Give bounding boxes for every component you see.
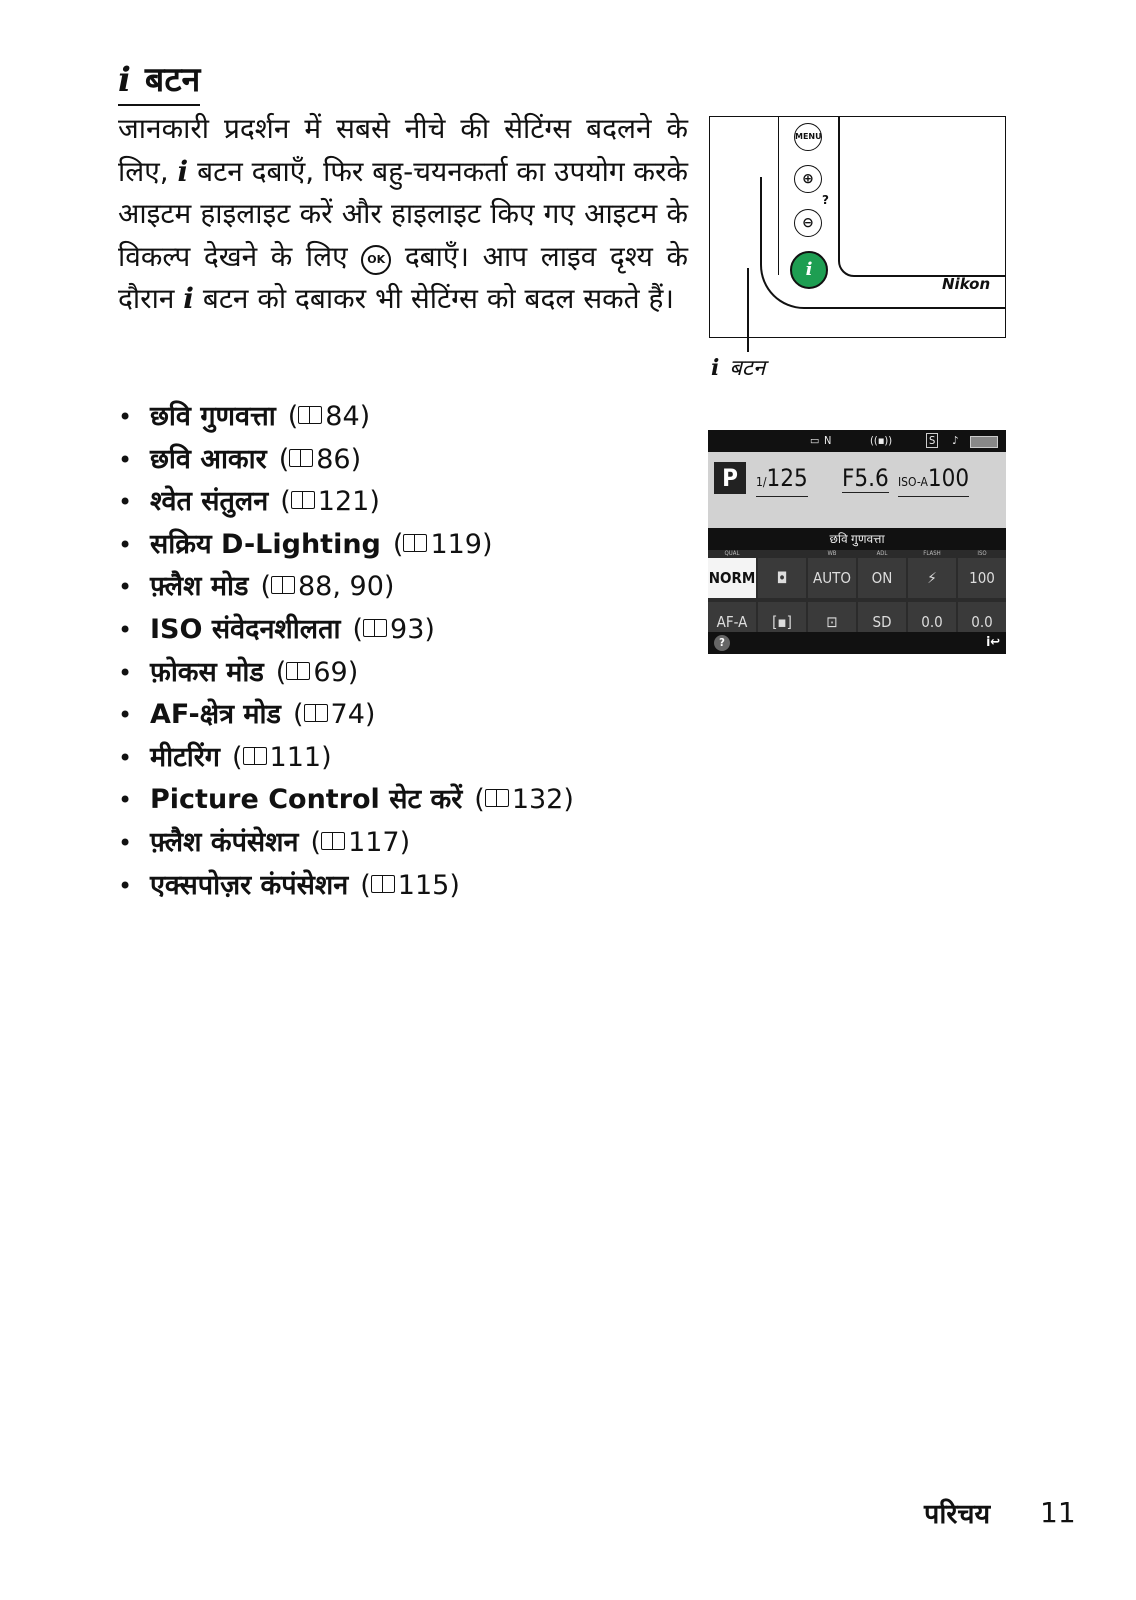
grid-cell: ◘ (758, 558, 806, 598)
list-item: • मीटरिंग ( 111) (118, 741, 332, 773)
grid-label: ADL (876, 550, 888, 557)
book-icon (363, 619, 387, 637)
setting-name: फ़ोकस मोड (150, 656, 264, 688)
zoom-in-icon: ⊕ (794, 165, 822, 193)
i-button-icon: i (790, 251, 828, 289)
camera-brand: Nikon (942, 275, 991, 293)
i-return-icon: i↩ (986, 635, 1000, 650)
grid-label: ISO (977, 550, 987, 557)
intro-text-1: जानकारी प्रदर्शन में सबसे नीचे की सेटिंग्स बदलने के लिए, (118, 112, 688, 188)
page-reference: ( 115) (360, 869, 460, 901)
page-reference: ( 86) (278, 443, 362, 475)
iso-sensitivity: ISO-A100 (898, 464, 969, 497)
setting-name: एक्सपोज़र कंपंसेशन (150, 869, 349, 901)
page-reference: ( 121) (280, 486, 380, 518)
menu-button-icon: MENU (794, 123, 822, 151)
camera-caption (711, 352, 765, 382)
selected-setting-label: छवि गुणवत्ता (708, 528, 1006, 550)
page-reference: ( 88, 90) (260, 571, 395, 603)
i-button-icon: i (118, 60, 131, 100)
caption-text: बटन (729, 356, 766, 381)
grid-cell: [▪] (758, 602, 806, 642)
frame-icon: ▭ (810, 434, 820, 447)
vibration-icon: ((▪)) (870, 434, 893, 447)
grid-cell: 0.0 (958, 602, 1006, 642)
page-number: 11 (1040, 1496, 1076, 1529)
intro-text-4: बटन को दबाकर भी सेटिंग्स को बदल सकते हैं। (202, 282, 674, 316)
list-item: • एक्सपोज़र कंपंसेशन ( 115) (118, 869, 460, 901)
page-reference: ( 93) (352, 613, 435, 645)
image-area-label: N (824, 434, 832, 447)
grid-cell: AUTO (808, 558, 856, 598)
list-item: • फ़ोकस मोड ( 69) (118, 656, 359, 688)
i-button-icon: i (177, 154, 189, 188)
setting-name: Picture Control सेट करें (150, 784, 463, 816)
heading-title: बटन (144, 60, 201, 100)
camera-monitor (838, 116, 1006, 277)
page-reference: ( 132) (474, 784, 574, 816)
page-reference: ( 119) (392, 528, 493, 560)
grid-cell: AF-A (708, 602, 756, 642)
setting-name: फ़्लैश मोड (150, 571, 249, 603)
intro-paragraph (118, 108, 688, 321)
section-heading (118, 56, 200, 106)
setting-name: AF-क्षेत्र मोड (150, 699, 281, 731)
list-item: • सक्रिय D-Lighting ( 119) (118, 528, 493, 560)
lcd-status-bar (708, 430, 1006, 452)
grid-label: QUAL (724, 550, 740, 557)
grid-cell: 0.0 (908, 602, 956, 642)
list-item: • AF-क्षेत्र मोड ( 74) (118, 699, 376, 731)
exposure-mode: P (714, 462, 746, 494)
i-button-icon: i (183, 282, 194, 316)
book-icon (286, 662, 310, 680)
beep-icon: ♪ (952, 434, 959, 447)
callout-line (747, 268, 749, 352)
lcd-exposure-area (708, 452, 1006, 528)
i-button-icon: i (711, 355, 720, 381)
grid-cell: 100 (958, 558, 1006, 598)
grid-cell: ⚡ (908, 558, 956, 598)
setting-name: श्वेत संतुलन (150, 486, 269, 518)
settings-grid (708, 550, 1006, 634)
battery-icon (970, 436, 998, 448)
book-icon (485, 789, 509, 807)
book-icon (289, 449, 313, 467)
grid-label: FLASH (923, 550, 941, 557)
page-reference: ( 69) (275, 656, 359, 688)
page-reference: ( 84) (287, 401, 371, 432)
page-reference: ( 117) (310, 826, 411, 858)
setting-name: फ़्लैश कंपंसेशन (150, 826, 299, 858)
settings-list (118, 396, 574, 907)
book-icon (298, 406, 322, 424)
zoom-out-icon: ⊖ (794, 209, 822, 237)
release-mode-icon: S (926, 433, 938, 448)
grid-cell: SD (858, 602, 906, 642)
help-icon: ? (714, 635, 730, 651)
aperture: F5.6 (842, 464, 889, 492)
book-icon (403, 534, 427, 552)
ok-button-icon: OK (361, 245, 391, 275)
setting-name: मीटरिंग (150, 741, 220, 773)
book-icon (321, 832, 345, 850)
list-item: • छवि आकार ( 86) (118, 443, 362, 475)
list-item: • श्वेत संतुलन ( 121) (118, 486, 380, 518)
setting-name: ISO संवेदनशीलता (150, 613, 341, 645)
grid-cell: ⊡ (808, 602, 856, 642)
camera-illustration (709, 116, 1006, 338)
list-item: • फ़्लैश कंपंसेशन ( 117) (118, 826, 411, 858)
list-item: • ISO संवेदनशीलता ( 93) (118, 613, 435, 645)
book-icon (243, 747, 267, 765)
list-item: • Picture Control सेट करें ( 132) (118, 784, 574, 816)
lcd-bottom-bar (708, 632, 1006, 654)
list-item: • फ़्लैश मोड ( 88, 90) (118, 571, 395, 603)
help-marker: ? (822, 193, 829, 207)
setting-name: सक्रिय D-Lighting (150, 528, 381, 560)
grid-cell: ON (858, 558, 906, 598)
page-reference: ( 111) (231, 741, 332, 773)
section-name: परिचय (924, 1499, 991, 1530)
setting-name: छवि आकार (150, 443, 267, 475)
intro-text-3: दबाएँ। आप लाइव दृश्य के दौरान (118, 239, 689, 316)
book-icon (304, 704, 328, 722)
intro-text-2: बटन दबाएँ, फिर बहु-चयनकर्ता का उपयोग करके आइटम हाइलाइट करें और हाइलाइट किए गए आइटम के विकल्प देखने के लिए (118, 154, 688, 273)
book-icon (371, 875, 395, 893)
list-item: • छवि गुणवत्ता ( 84) (118, 401, 371, 432)
setting-name: छवि गुणवत्ता (150, 401, 276, 432)
book-icon (271, 576, 295, 594)
book-icon (291, 491, 315, 509)
grid-cell: NORM (708, 558, 756, 598)
grid-label: WB (827, 550, 837, 557)
info-display (708, 430, 1006, 654)
shutter-speed: 1/125 (756, 464, 808, 497)
page-reference: ( 74) (292, 699, 376, 731)
